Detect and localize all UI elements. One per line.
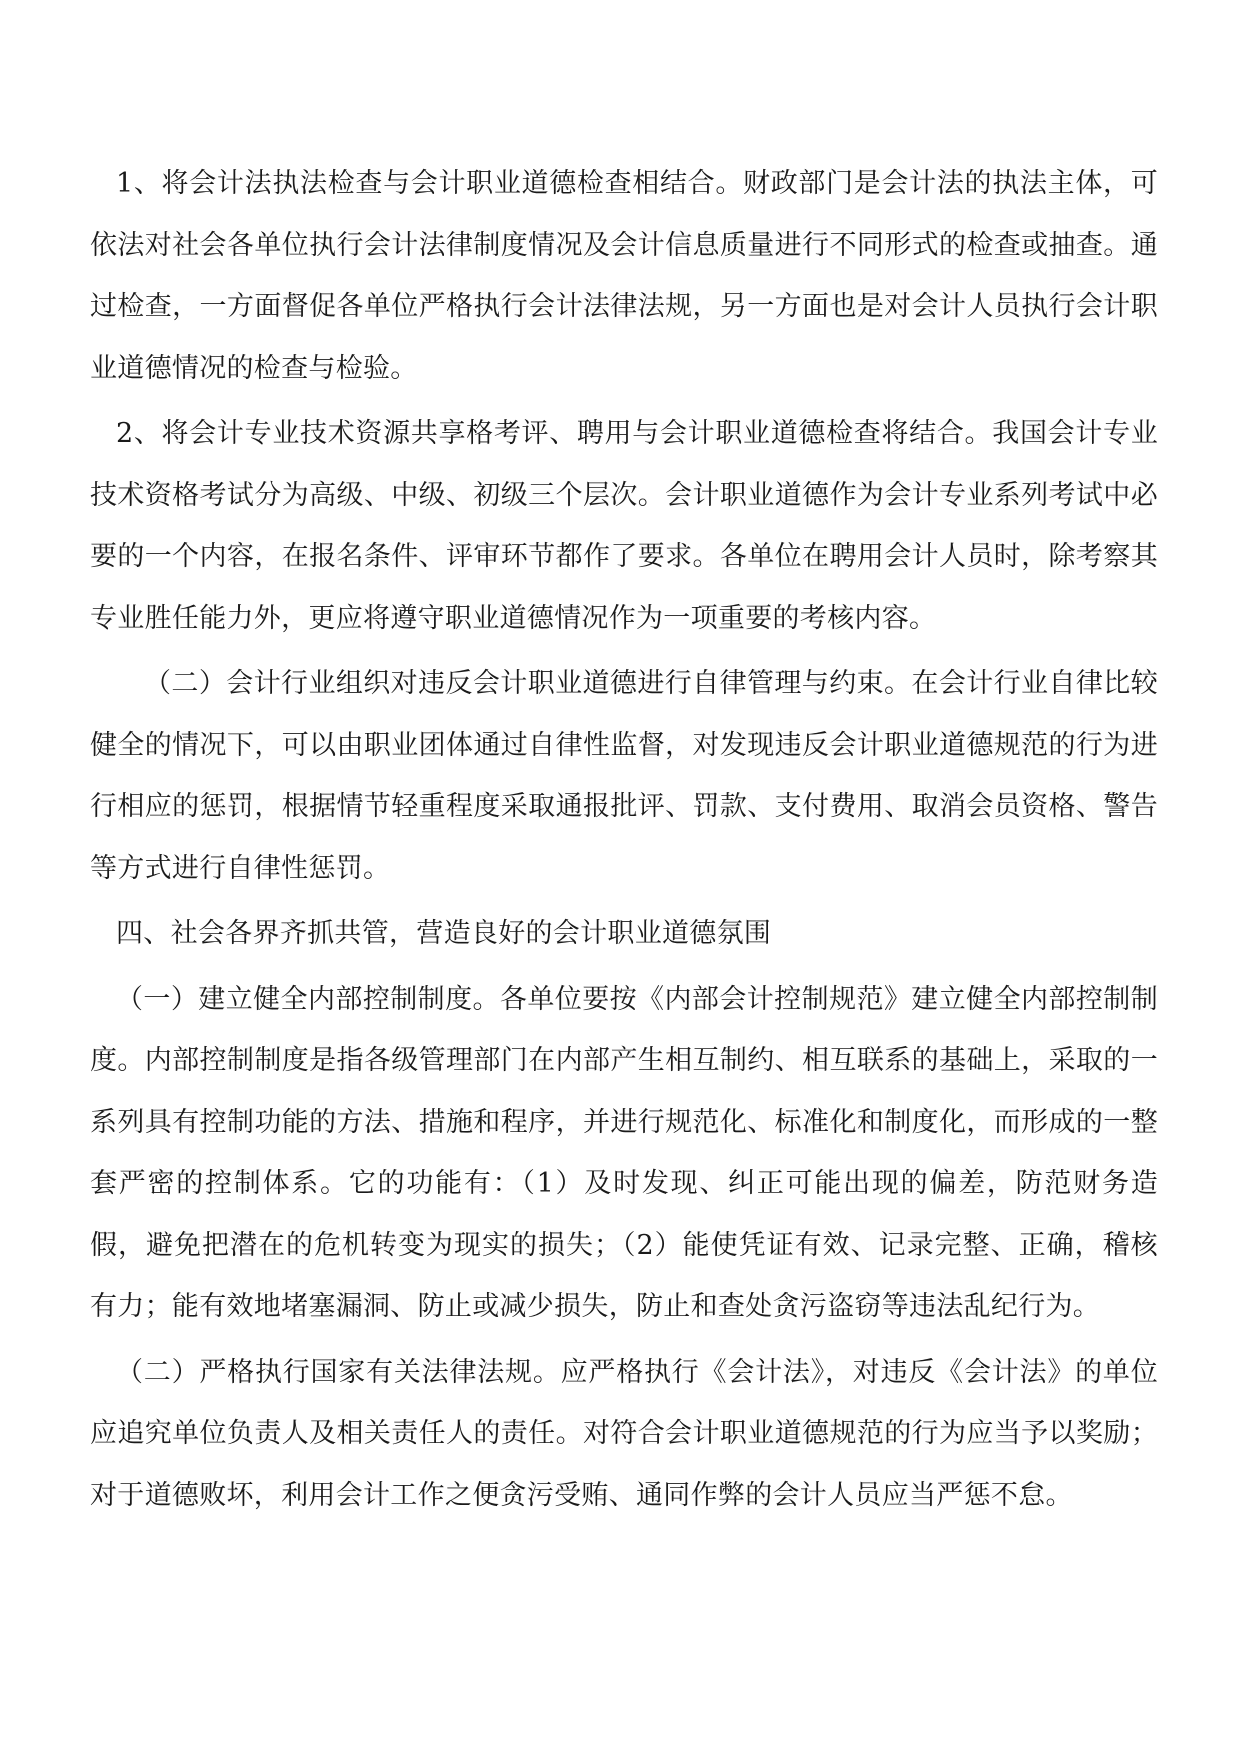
section-heading: 四、社会各界齐抓共管，营造良好的会计职业道德氛围: [116, 918, 772, 949]
paragraph-1: 1、将会计法执法检查与会计职业道德检查相结合。财政部门是会计法的执法主体，可依法对社会各单位执行会计法律制度情况及会计信息质量进行不同形式的检查或抽查。通过检查，一方面督促各单位严格执行会计法律法规，另一方面也是对会计人员执行会计职业道德情况的检查与检验。: [90, 168, 1158, 384]
paragraph-2: 2、将会计专业技术资源共享格考评、聘用与会计职业道德检查将结合。我国会计专业技术资格考试分为高级、中级、初级三个层次。会计职业道德作为会计专业系列考试中必要的一个内容，在报名条件、评审环节都作了要求。各单位在聘用会计人员时，除考察其专业胜任能力外，更应将遵守职业道德情况作为一项重要的考核内容。: [90, 418, 1158, 634]
paragraph-3: （二）会计行业组织对违反会计职业道德进行自律管理与约束。在会计行业自律比较健全的情况下，可以由职业团体通过自律性监督，对发现违反会计职业道德规范的行为进行相应的惩罚，根据情节轻重程度采取通报批评、罚款、支付费用、取消会员资格、警告等方式进行自律性惩罚。: [90, 668, 1158, 884]
document-body: [90, 153, 1158, 1526]
paragraph-4: （一）建立健全内部控制制度。各单位要按《内部会计控制规范》建立健全内部控制制度。内部控制制度是指各级管理部门在内部产生相互制约、相互联系的基础上，采取的一系列具有控制功能的方法、措施和程序，并进行规范化、标准化和制度化，而形成的一整套严密的控制体系。它的功能有：（1）及时发现、纠正可能出现的偏差，防范财务造假，避免把潜在的危机转变为现实的损失；（2）能使凭证有效、记录完整、正确，稽核有力；能有效地堵塞漏洞、防止或减少损失，防止和查处贪污盗窃等违法乱纪行为。: [90, 983, 1158, 1322]
paragraph-5: （二）严格执行国家有关法律法规。应严格执行《会计法》，对违反《会计法》的单位应追究单位负责人及相关责任人的责任。对符合会计职业道德规范的行为应当予以奖励；对于道德败坏，利用会计工作之便贪污受贿、通同作弊的会计人员应当严惩不怠。: [90, 1356, 1158, 1511]
